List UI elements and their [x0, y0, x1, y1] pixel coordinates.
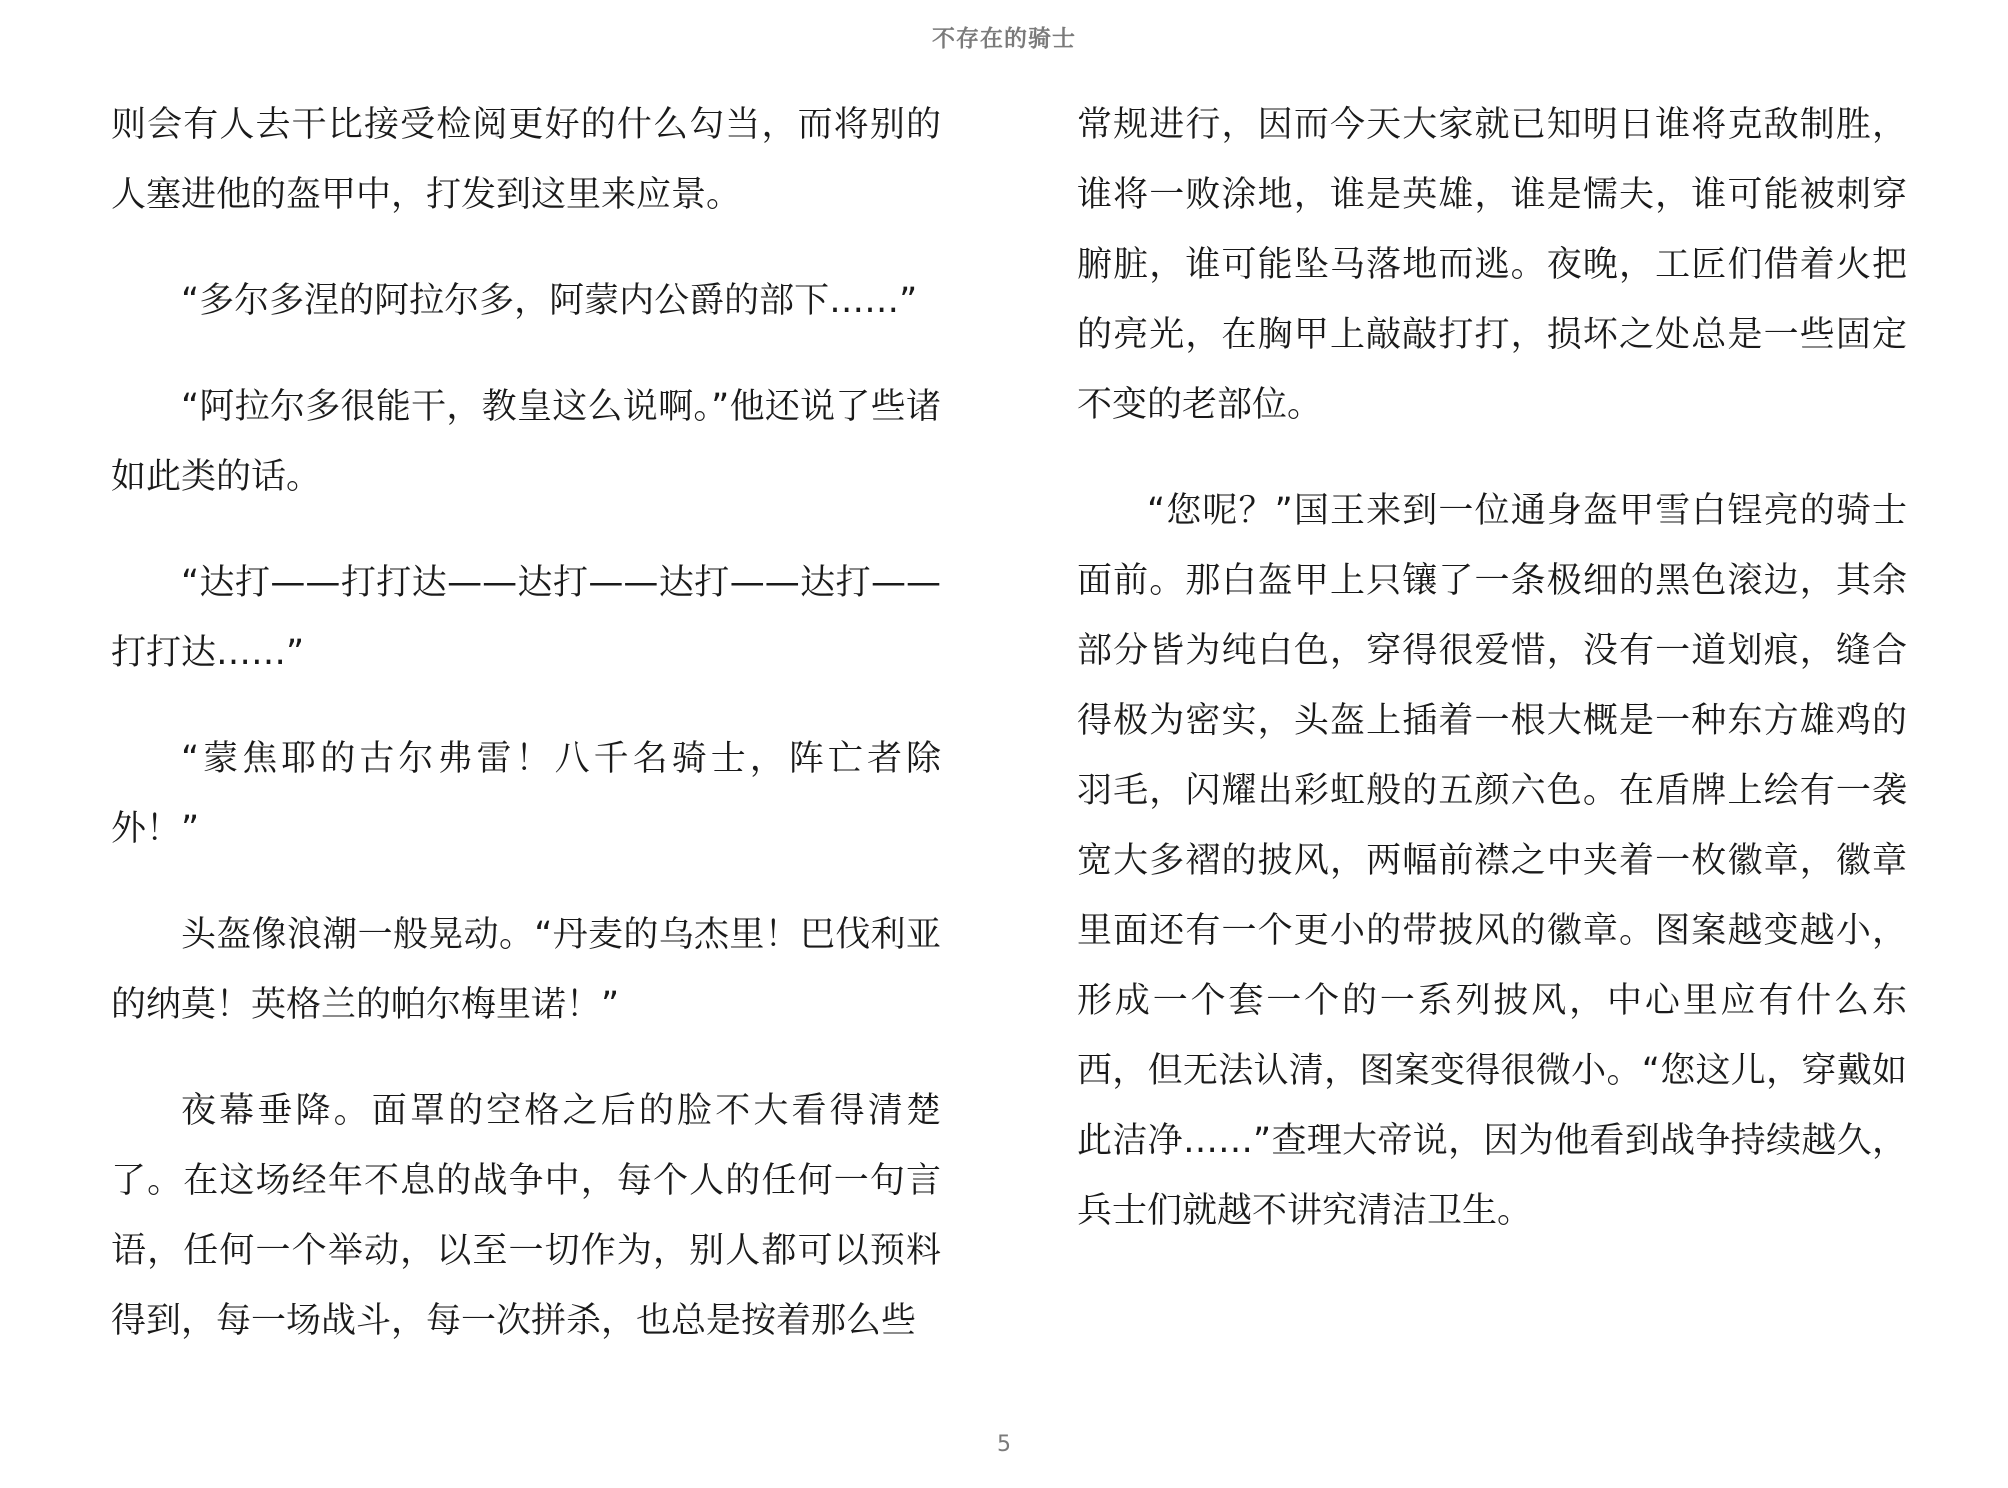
right-text-column — [1077, 90, 1907, 1282]
page-number: 5 — [997, 1432, 1011, 1457]
paragraph: 常规进行，因而今天大家就已知明日谁将克敌制胜，谁将一败涂地，谁是英雄，谁是懦夫，谁可能被刺穿腑脏，谁可能坠马落地而逃。夜晚，工匠们借着火把的亮光，在胸甲上敲敲打打，损坏之处总是一些固定不变的老部位。 — [1077, 105, 1907, 425]
book-title-header: 不存在的骑士 — [932, 26, 1076, 52]
paragraph: “您呢？”国王来到一位通身盔甲雪白锃亮的骑士面前。那白盔甲上只镶了一条极细的黑色滚边，其余部分皆为纯白色，穿得很爱惜，没有一道划痕，缝合得极为密实，头盔上插着一根大概是一种东方雄鸡的羽毛，闪耀出彩虹般的五颜六色。在盾牌上绘有一袭宽大多褶的披风，两幅前襟之中夹着一枚徽章，徽章里面还有一个更小的带披风的徽章。图案越变越小，形成一个套一个的一系列披风，中心里应有什么东西，但无法认清，图案变得很微小。“您这儿，穿戴如此洁净……”查理大帝说，因为他看到战争持续越久，兵士们就越不讲究清洁卫生。 — [1077, 491, 1907, 1231]
paragraph: “蒙焦耶的古尔弗雷！八千名骑士，阵亡者除外！” — [111, 739, 941, 849]
left-text-column — [111, 90, 941, 1392]
paragraph: 头盔像浪潮一般晃动。“丹麦的乌杰里！巴伐利亚的纳莫！英格兰的帕尔梅里诺！” — [111, 915, 941, 1025]
paragraph: “达打——打打达——达打——达打——达打——打打达……” — [111, 563, 941, 673]
paragraph: “多尔多涅的阿拉尔多，阿蒙内公爵的部下……” — [181, 281, 918, 321]
paragraph: 夜幕垂降。面罩的空格之后的脸不大看得清楚了。在这场经年不息的战争中，每个人的任何一句言语，任何一个举动，以至一切作为，别人都可以预料得到，每一场战斗，每一次拼杀，也总是按着那么些 — [111, 1091, 941, 1341]
paragraph: “阿拉尔多很能干，教皇这么说啊。”他还说了些诸如此类的话。 — [111, 387, 941, 497]
paragraph: 则会有人去干比接受检阅更好的什么勾当，而将别的人塞进他的盔甲中，打发到这里来应景。 — [111, 105, 941, 215]
